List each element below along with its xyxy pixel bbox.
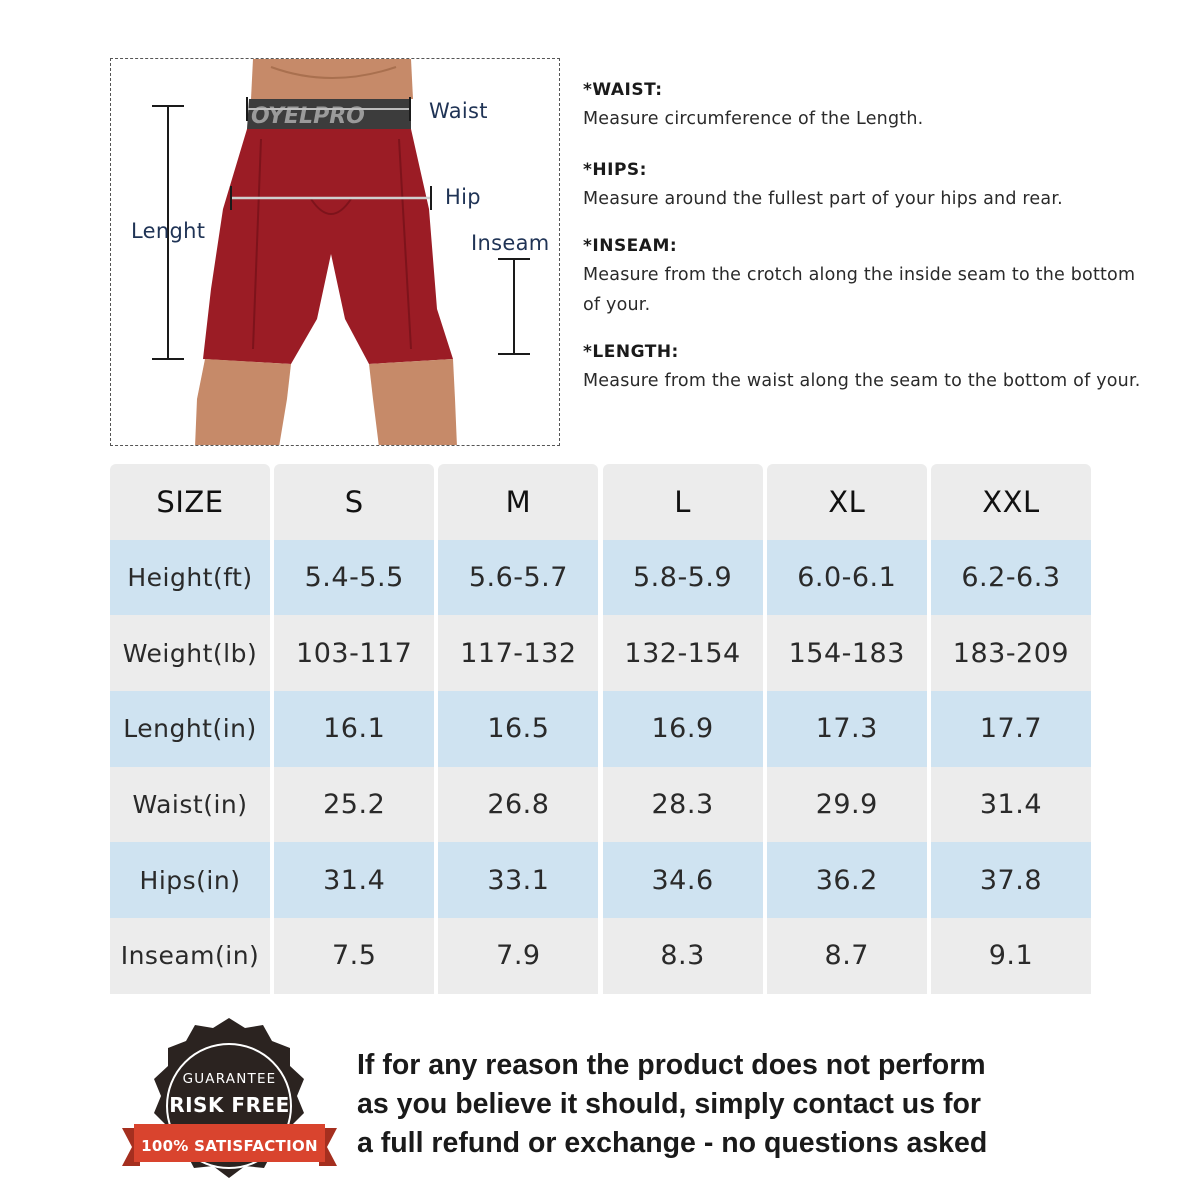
definition-title: *WAIST: [583, 80, 663, 100]
badge-risk-free-text: RISK FREE [169, 1093, 290, 1117]
definition-text: Measure from the waist along the seam to the bottom of your. [583, 371, 1141, 391]
table-cell: 17.3 [767, 691, 927, 767]
definition-title: *INSEAM: [583, 236, 678, 256]
table-cell: 28.3 [603, 767, 763, 843]
table-cell: 29.9 [767, 767, 927, 843]
table-cell: 154-183 [767, 615, 927, 691]
right-leg [369, 359, 457, 446]
definition-waist [583, 80, 1143, 134]
hip-label: Hip [445, 185, 481, 209]
shorts [203, 129, 453, 364]
table-cell: 5.6-5.7 [438, 540, 598, 616]
table-cell: 34.6 [603, 842, 763, 918]
table-cell: 36.2 [767, 842, 927, 918]
definition-length [583, 342, 1143, 396]
table-cell: 132-154 [603, 615, 763, 691]
table-cell: 183-209 [931, 615, 1091, 691]
header-cell: S [274, 464, 434, 540]
table-cell: 26.8 [438, 767, 598, 843]
row-label: Lenght(in) [110, 691, 270, 767]
header-cell: SIZE [110, 464, 270, 540]
table-cell: 37.8 [931, 842, 1091, 918]
badge-guarantee-text: GUARANTEE [182, 1071, 277, 1087]
definition-inseam [583, 236, 1143, 320]
row-label: Weight(lb) [110, 615, 270, 691]
header-cell: XL [767, 464, 927, 540]
table-cell: 7.5 [274, 918, 434, 994]
inseam-label: Inseam [471, 231, 550, 255]
product-illustration [110, 58, 560, 446]
brand-text: OYELPRO [251, 104, 365, 129]
table-cell: 31.4 [274, 842, 434, 918]
definition-title: *LENGTH: [583, 342, 679, 362]
definition-text: Measure from the crotch along the inside seam to the bottom of your. [583, 265, 1136, 315]
table-cell: 7.9 [438, 918, 598, 994]
row-label: Inseam(in) [110, 918, 270, 994]
definition-hips [583, 160, 1143, 214]
table-cell: 33.1 [438, 842, 598, 918]
length-label: Lenght [131, 219, 206, 243]
table-cell: 6.2-6.3 [931, 540, 1091, 616]
table-cell: 8.3 [603, 918, 763, 994]
row-label: Height(ft) [110, 540, 270, 616]
table-cell: 103-117 [274, 615, 434, 691]
table-cell: 25.2 [274, 767, 434, 843]
size-chart-table [110, 464, 1091, 994]
guarantee-badge [122, 1016, 337, 1200]
header-cell: M [438, 464, 598, 540]
guarantee-line: If for any reason the product does not perform [357, 1049, 986, 1081]
guarantee-line: a full refund or exchange - no questions asked [357, 1127, 988, 1159]
waist-label: Waist [429, 99, 488, 123]
table-cell: 31.4 [931, 767, 1091, 843]
row-label: Hips(in) [110, 842, 270, 918]
badge-satisfaction-text: 100% SATISFACTION [141, 1137, 318, 1155]
guarantee-statement [357, 1046, 1077, 1163]
row-label: Waist(in) [110, 767, 270, 843]
table-cell: 6.0-6.1 [767, 540, 927, 616]
definition-title: *HIPS: [583, 160, 647, 180]
definition-text: Measure circumference of the Length. [583, 109, 924, 129]
left-leg [195, 359, 291, 446]
table-cell: 16.9 [603, 691, 763, 767]
table-cell: 16.1 [274, 691, 434, 767]
guarantee-line: as you believe it should, simply contact us for [357, 1088, 981, 1120]
table-cell: 5.8-5.9 [603, 540, 763, 616]
table-cell: 8.7 [767, 918, 927, 994]
header-cell: L [603, 464, 763, 540]
definition-text: Measure around the fullest part of your hips and rear. [583, 189, 1063, 209]
table-cell: 17.7 [931, 691, 1091, 767]
header-cell: XXL [931, 464, 1091, 540]
table-cell: 117-132 [438, 615, 598, 691]
table-cell: 9.1 [931, 918, 1091, 994]
table-cell: 16.5 [438, 691, 598, 767]
table-cell: 5.4-5.5 [274, 540, 434, 616]
